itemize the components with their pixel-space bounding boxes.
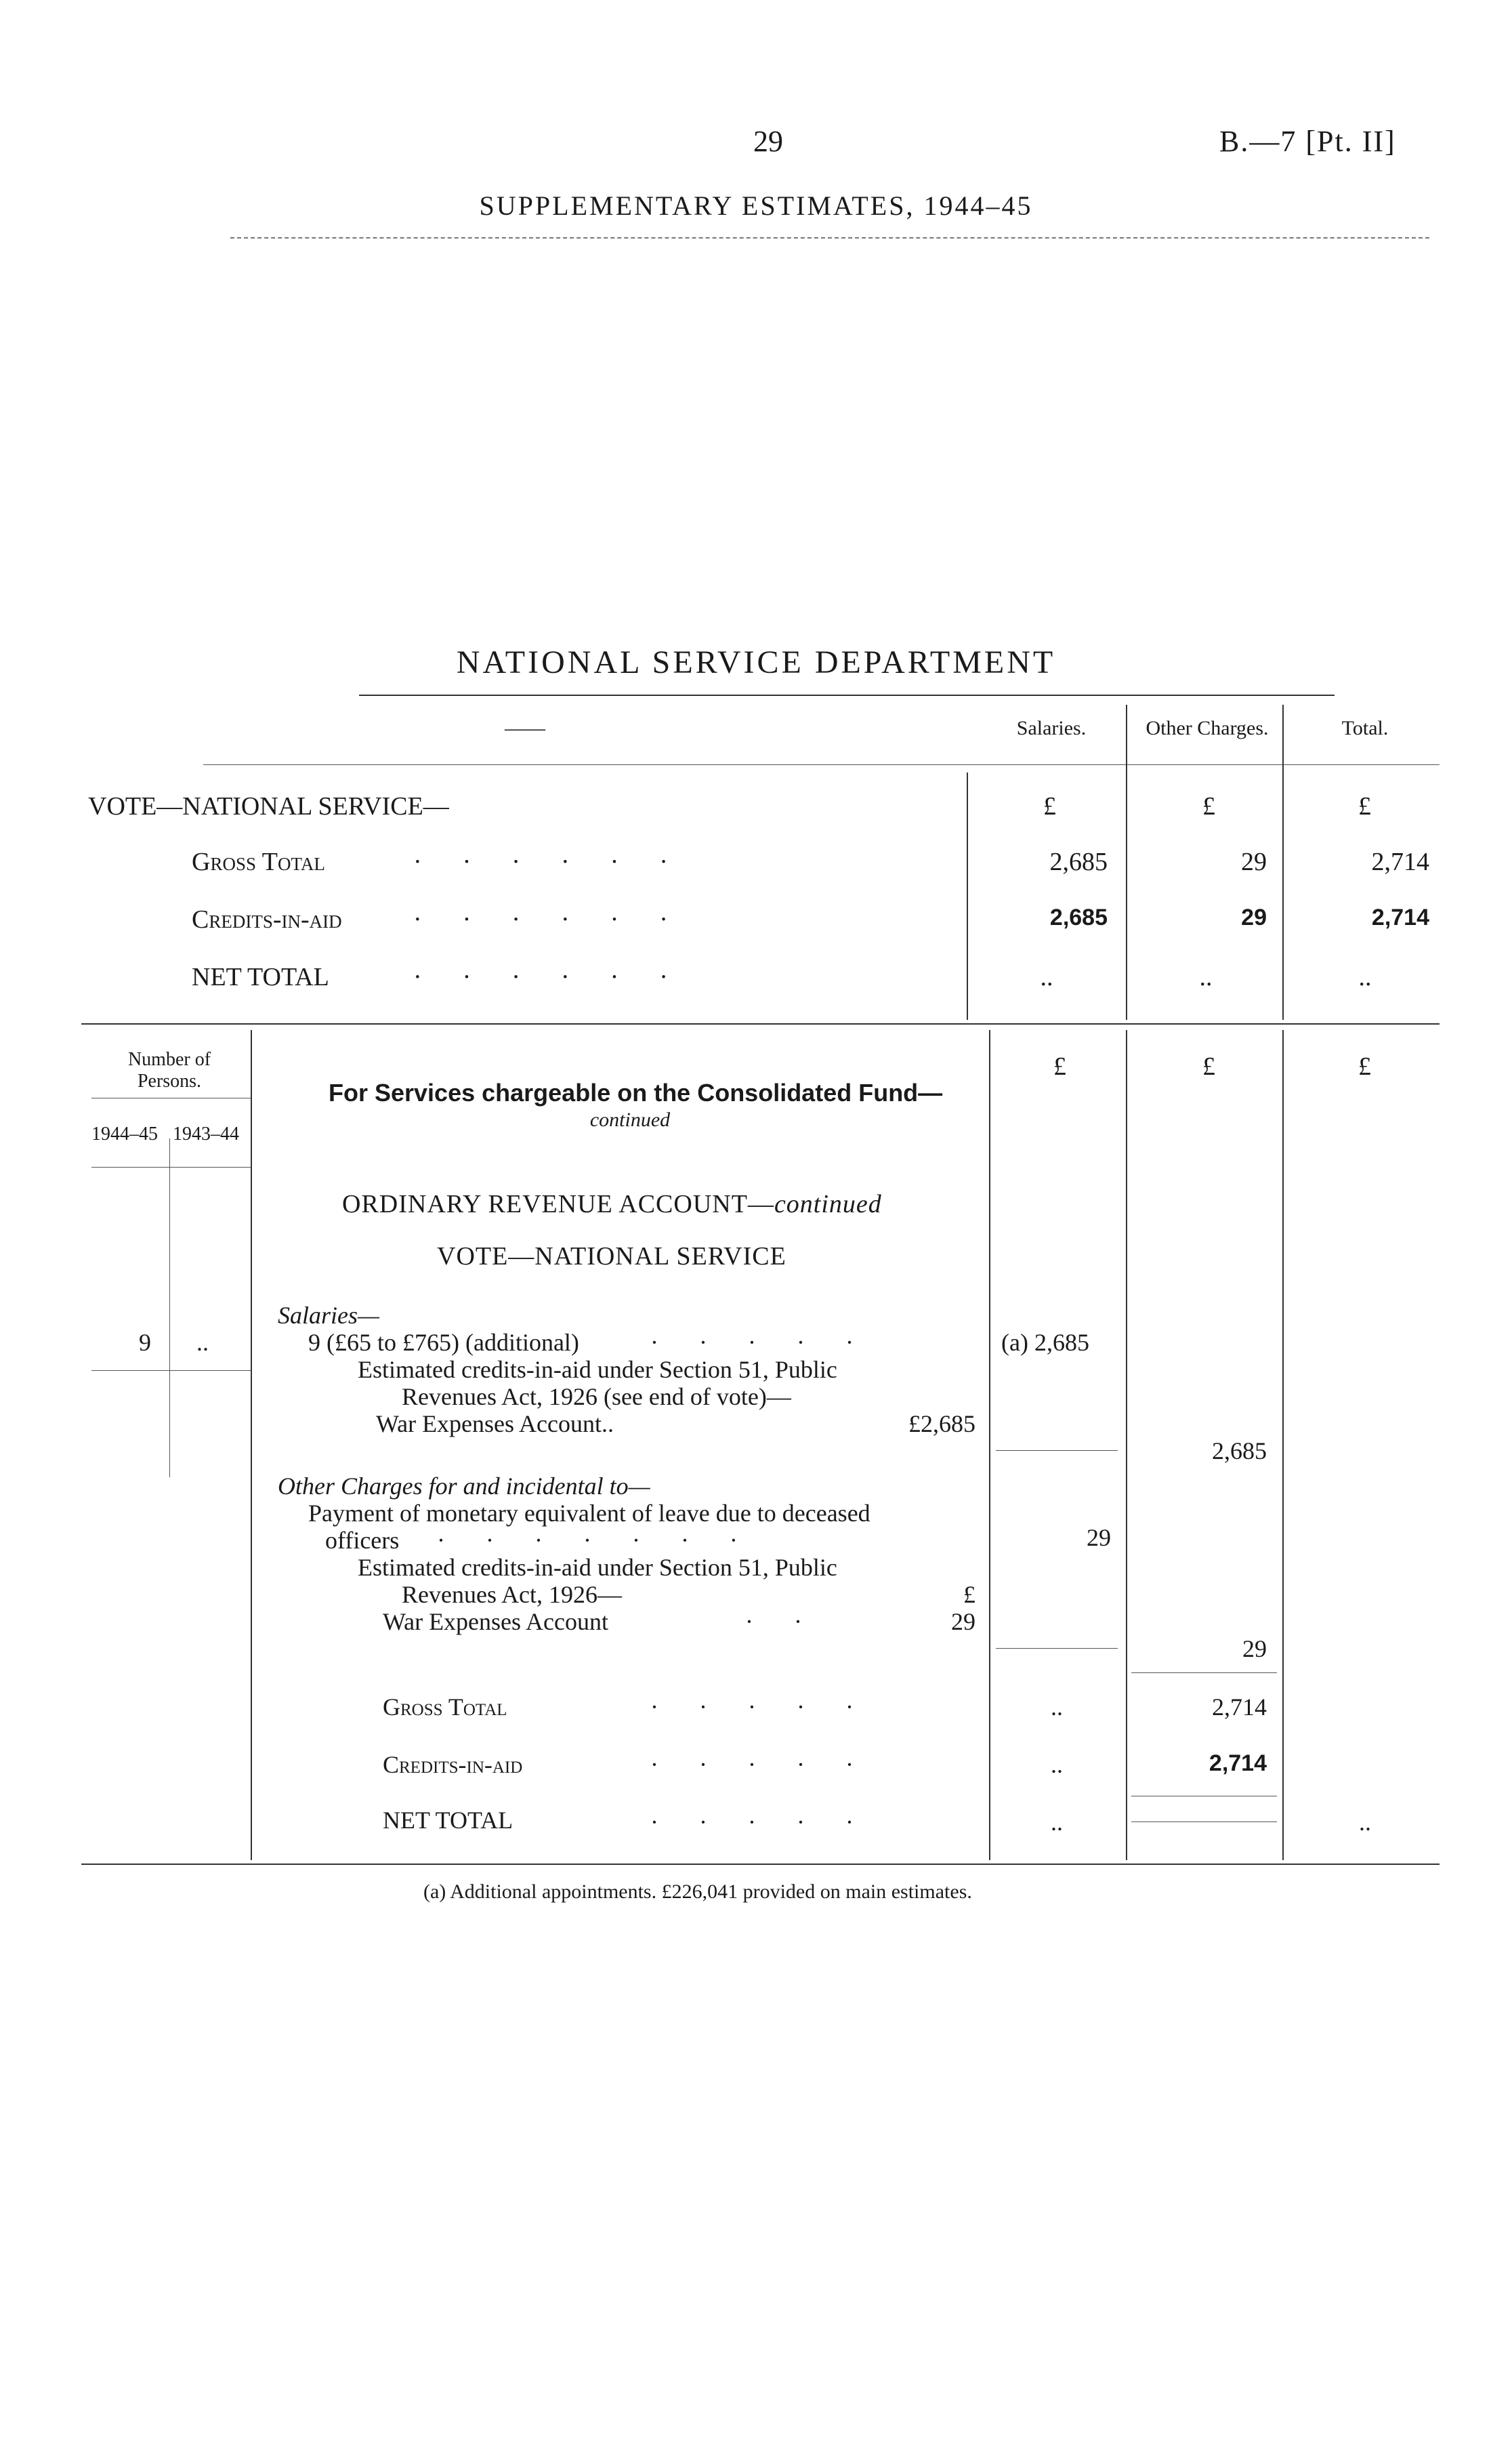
account-heading-text: ORDINARY REVENUE ACCOUNT— bbox=[342, 1190, 774, 1218]
leader-dots: ······· bbox=[437, 1527, 778, 1554]
summary-gross-label: Gross Total bbox=[192, 848, 325, 876]
other-credits-line-1: Estimated credits-in-aid under Section 51, Public bbox=[358, 1554, 837, 1581]
leader-dots: ····· bbox=[650, 1693, 894, 1721]
persons-heading: Number of Persons. bbox=[127, 1049, 211, 1092]
salaries-credits-line-2: Revenues Act, 1926 (see end of vote)— bbox=[402, 1383, 791, 1410]
year-1944-45: 1944–45 bbox=[91, 1124, 158, 1145]
summary-credits-other: 29 bbox=[1241, 905, 1267, 930]
summary-credits-total: 2,714 bbox=[1371, 905, 1429, 930]
summary-net-other: .. bbox=[1199, 963, 1213, 991]
leader-dots: ······ bbox=[413, 848, 709, 876]
other-charges-heading: Other Charges for and incidental to— bbox=[278, 1473, 650, 1500]
summary-currency-total: £ bbox=[1358, 792, 1371, 821]
summary-net-total: .. bbox=[1358, 963, 1372, 991]
detail-currency-salaries: £ bbox=[1053, 1052, 1066, 1081]
summary-vote-label: VOTE—NATIONAL SERVICE— bbox=[88, 792, 449, 821]
detail-net-label: NET TOTAL bbox=[383, 1807, 513, 1834]
salaries-credits-line-1: Estimated credits-in-aid under Section 51, Public bbox=[358, 1356, 837, 1383]
salaries-credits-line-3: War Expenses Account.. bbox=[376, 1410, 614, 1437]
footnote: (a) Additional appointments. £226,041 provided on main estimates. bbox=[423, 1880, 972, 1903]
page-title: SUPPLEMENTARY ESTIMATES, 1944–45 bbox=[479, 190, 1033, 221]
other-subtotal: 29 bbox=[1242, 1635, 1267, 1662]
leader-dots: ······ bbox=[413, 963, 709, 991]
leader-dots: ····· bbox=[650, 1329, 894, 1356]
fund-heading: For Services chargeable on the Consolidated Fund— bbox=[329, 1079, 943, 1107]
summary-credits-salaries: 2,685 bbox=[1049, 905, 1108, 930]
salaries-subtotal-rule bbox=[996, 1450, 1118, 1451]
detail-credits-label: Credits-in-aid bbox=[383, 1751, 523, 1778]
document-reference: B.—7 [Pt. II] bbox=[1219, 125, 1396, 158]
other-credits-currency: £ bbox=[963, 1581, 975, 1608]
department-heading: NATIONAL SERVICE DEPARTMENT bbox=[456, 644, 1056, 680]
fund-continued: continued bbox=[589, 1109, 671, 1131]
department-rule bbox=[359, 695, 1335, 696]
summary-divider-3 bbox=[1282, 705, 1284, 1020]
other-subtotal-rule-2 bbox=[1131, 1672, 1277, 1673]
detail-net-total: .. bbox=[1359, 1809, 1371, 1836]
salaries-persons-1943: .. bbox=[196, 1329, 209, 1356]
other-amount: 29 bbox=[1087, 1524, 1111, 1551]
salaries-persons-1944: 9 bbox=[139, 1329, 151, 1356]
detail-gross-label: Gross Total bbox=[383, 1693, 507, 1721]
summary-currency-other: £ bbox=[1202, 792, 1215, 821]
detail-currency-other: £ bbox=[1202, 1052, 1215, 1081]
other-credits-amount: 29 bbox=[951, 1608, 975, 1635]
summary-net-label: NET TOTAL bbox=[192, 963, 329, 991]
detail-credits-other: 2,714 bbox=[1209, 1750, 1267, 1776]
summary-gross-total: 2,714 bbox=[1371, 848, 1429, 876]
summary-gross-other: 29 bbox=[1241, 848, 1267, 876]
summary-credits-label: Credits-in-aid bbox=[192, 905, 342, 934]
detail-bottom-rule bbox=[81, 1864, 1440, 1865]
salaries-column-heading: Salaries. bbox=[1016, 717, 1087, 739]
summary-divider-2 bbox=[1126, 705, 1127, 1020]
detail-divider-2 bbox=[1126, 1030, 1127, 1860]
detail-currency-total: £ bbox=[1358, 1052, 1371, 1081]
salaries-credits-amount: £2,685 bbox=[908, 1410, 975, 1437]
vote-heading: VOTE—NATIONAL SERVICE bbox=[437, 1242, 786, 1271]
salaries-line: 9 (£65 to £765) (additional) bbox=[308, 1329, 579, 1356]
detail-credits-salaries: .. bbox=[1051, 1751, 1063, 1778]
summary-bottom-rule bbox=[81, 1023, 1440, 1025]
detail-divider-1 bbox=[989, 1030, 990, 1860]
detail-gross-salaries: .. bbox=[1051, 1693, 1063, 1721]
account-continued: continued bbox=[774, 1190, 882, 1218]
leader-dots: ······ bbox=[413, 905, 709, 934]
salaries-amount: (a) 2,685 bbox=[1001, 1329, 1089, 1356]
page-number: 29 bbox=[753, 125, 783, 158]
leader-dots: ·· bbox=[745, 1608, 843, 1635]
detail-net-salaries: .. bbox=[1051, 1809, 1063, 1836]
other-line-2: officers bbox=[325, 1527, 400, 1554]
leader-dots: ····· bbox=[650, 1751, 894, 1778]
detail-divider-stub bbox=[251, 1030, 252, 1860]
summary-net-salaries: .. bbox=[1040, 963, 1053, 991]
summary-heading-rule bbox=[203, 764, 1440, 765]
other-line-1: Payment of monetary equivalent of leave due to deceased bbox=[308, 1500, 870, 1527]
other-subtotal-rule-1 bbox=[996, 1648, 1118, 1649]
other-credits-line-2: Revenues Act, 1926— bbox=[402, 1581, 622, 1608]
summary-currency-salaries: £ bbox=[1043, 792, 1056, 821]
account-heading bbox=[342, 1189, 882, 1219]
summary-divider-1 bbox=[967, 773, 968, 1020]
summary-stub-heading: —— bbox=[505, 717, 545, 739]
header-rule bbox=[230, 237, 1429, 239]
other-credits-line-3: War Expenses Account bbox=[383, 1608, 608, 1635]
detail-divider-years bbox=[169, 1138, 170, 1477]
year-1943-44: 1943–44 bbox=[173, 1124, 239, 1145]
salaries-heading: Salaries— bbox=[278, 1302, 380, 1329]
salaries-subtotal: 2,685 bbox=[1212, 1437, 1267, 1464]
summary-gross-salaries: 2,685 bbox=[1049, 848, 1108, 876]
persons-rule bbox=[91, 1370, 251, 1371]
leader-dots: ····· bbox=[650, 1809, 894, 1836]
other-charges-column-heading: Other Charges. bbox=[1146, 717, 1269, 739]
detail-gross-other: 2,714 bbox=[1212, 1693, 1267, 1721]
total-column-heading: Total. bbox=[1341, 717, 1389, 739]
detail-divider-3 bbox=[1282, 1030, 1284, 1860]
years-rule bbox=[91, 1167, 251, 1168]
